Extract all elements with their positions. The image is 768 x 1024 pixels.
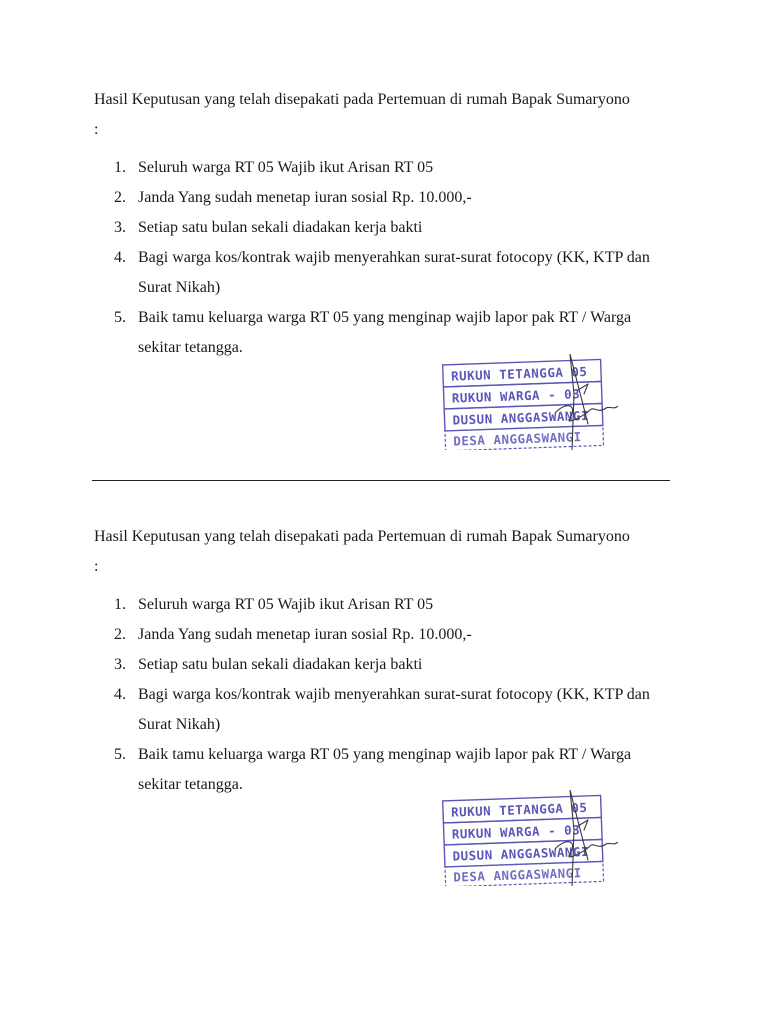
rule-number: 4.: [114, 249, 126, 266]
rule-text: Setiap satu bulan sekali diadakan kerja bakti: [138, 656, 423, 673]
rule-text: Baik tamu keluarga warga RT 05 yang menginap wajib lapor pak RT / Warga sekitar tetangga.: [138, 309, 632, 356]
stamp-seal-icon: [438, 354, 618, 450]
rules-list: [94, 153, 684, 363]
decision-section-1: [94, 85, 684, 363]
rule-item-4: [94, 243, 658, 303]
official-stamp-2: [438, 790, 618, 886]
stamp-line-3: DUSUN ANGGASWANGI: [452, 843, 590, 864]
rule-number: 2.: [114, 626, 126, 643]
section-divider: [92, 480, 670, 481]
rule-item-3: [94, 213, 658, 243]
rule-number: 5.: [114, 309, 126, 326]
rule-text: Seluruh warga RT 05 Wajib ikut Arisan RT 05: [138, 159, 434, 176]
stamp-line-2: RUKUN WARGA - 03: [451, 386, 581, 406]
stamp-line-3: DUSUN ANGGASWANGI: [452, 407, 590, 428]
rule-text: Baik tamu keluarga warga RT 05 yang menginap wajib lapor pak RT / Warga sekitar tetangga.: [138, 746, 632, 793]
rule-number: 2.: [114, 189, 126, 206]
official-stamp-1: [438, 354, 618, 450]
rule-item-1: [94, 153, 658, 183]
rule-number: 1.: [114, 159, 126, 176]
rule-text: Seluruh warga RT 05 Wajib ikut Arisan RT 05: [138, 596, 434, 613]
rule-item-3: [94, 650, 658, 680]
rule-text: Bagi warga kos/kontrak wajib menyerahkan surat-surat fotocopy (KK, KTP dan Surat Nikah): [138, 249, 650, 296]
rule-text: Setiap satu bulan sekali diadakan kerja bakti: [138, 219, 423, 236]
stamp-line-2: RUKUN WARGA - 03: [451, 822, 581, 842]
stamp-line-4: DESA ANGGASWANGI: [453, 429, 582, 449]
rule-number: 4.: [114, 686, 126, 703]
intro-paragraph: Hasil Keputusan yang telah disepakati pada Pertemuan di rumah Bapak Sumaryono :: [94, 91, 630, 138]
stamp-line-4: DESA ANGGASWANGI: [453, 865, 582, 885]
rule-number: 5.: [114, 746, 126, 763]
decision-section-2: [94, 522, 684, 800]
rule-item-2: [94, 620, 658, 650]
rule-text: Janda Yang sudah menetap iuran sosial Rp. 10.000,-: [138, 189, 472, 206]
stamp-seal-icon: [438, 790, 618, 886]
rule-number: 1.: [114, 596, 126, 613]
intro-paragraph: Hasil Keputusan yang telah disepakati pada Pertemuan di rumah Bapak Sumaryono :: [94, 528, 630, 575]
rule-number: 3.: [114, 219, 126, 236]
rule-text: Bagi warga kos/kontrak wajib menyerahkan surat-surat fotocopy (KK, KTP dan Surat Nikah): [138, 686, 650, 733]
stamp-line-1: RUKUN TETANGGA 05: [450, 799, 588, 820]
rule-item-2: [94, 183, 658, 213]
rule-text: Janda Yang sudah menetap iuran sosial Rp. 10.000,-: [138, 626, 472, 643]
rule-number: 3.: [114, 656, 126, 673]
stamp-line-1: RUKUN TETANGGA 05: [450, 363, 588, 384]
rule-item-4: [94, 680, 658, 740]
rules-list: [94, 590, 684, 800]
rule-item-1: [94, 590, 658, 620]
